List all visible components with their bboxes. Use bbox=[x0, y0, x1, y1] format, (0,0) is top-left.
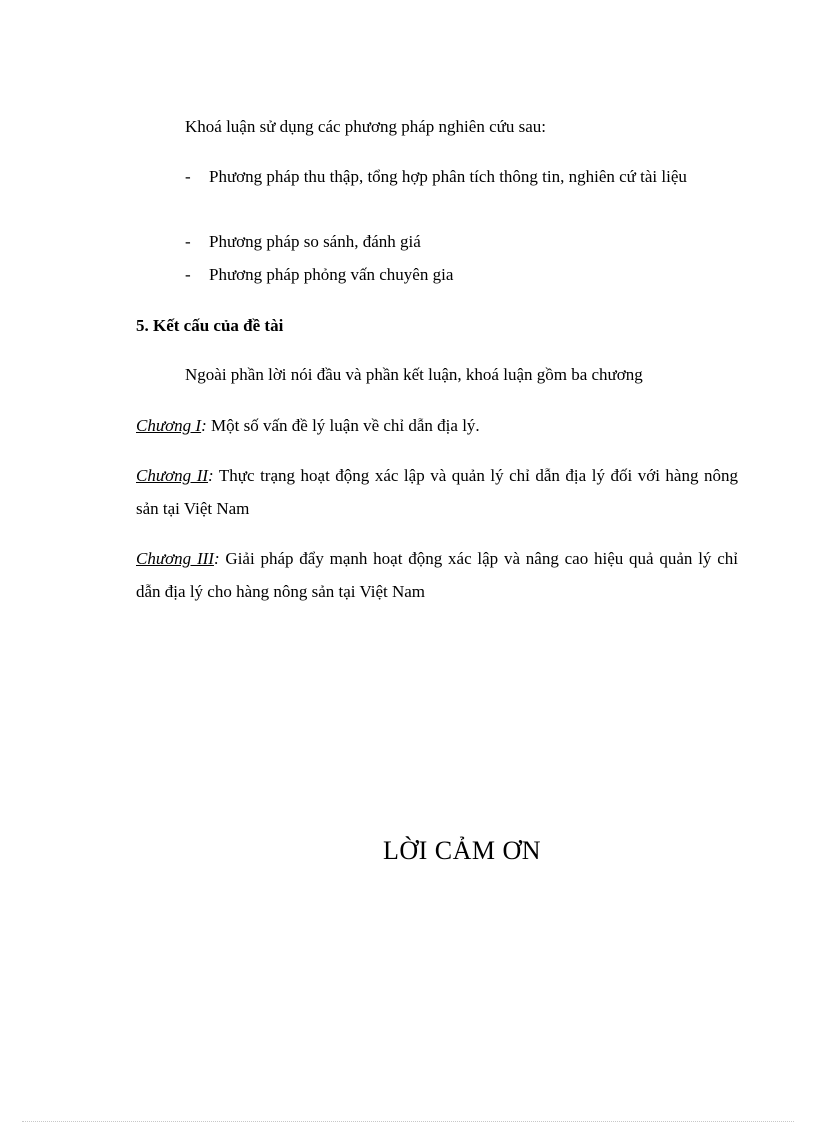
bullet-dash: - bbox=[185, 265, 191, 284]
chapter-separator: : bbox=[208, 466, 214, 485]
chapter-label: Chương III bbox=[136, 549, 214, 568]
chapter-separator: : bbox=[213, 549, 220, 568]
chapter-separator: : bbox=[201, 416, 207, 435]
bullet-dash: - bbox=[185, 167, 191, 186]
bullet-dash: - bbox=[185, 232, 191, 251]
chapter-label: Chương I bbox=[136, 416, 202, 435]
chapter-1 bbox=[136, 409, 738, 442]
thanks-title: LỜI CẢM ƠN bbox=[382, 836, 542, 865]
method-text: Phương pháp thu thập, tổng hợp phân tích thông tin, nghiên cứ tài liệu bbox=[209, 167, 687, 186]
chapter-text: Giải pháp đẩy mạnh hoạt động xác lập và nâng cao hiệu quả quản lý chỉ dẫn địa lý cho hàng nông sản tại Việt Nam bbox=[136, 549, 738, 601]
chapter-2 bbox=[136, 459, 738, 525]
chapter-3 bbox=[136, 542, 738, 608]
chapter-label: Chương II bbox=[136, 466, 209, 485]
chapter-text: Một số vấn đề lý luận về chỉ dẫn địa lý. bbox=[206, 416, 480, 435]
method-text: Phương pháp so sánh, đánh giá bbox=[209, 232, 421, 251]
structure-intro: Ngoài phần lời nói đầu và phần kết luận, khoá luận gồm ba chương bbox=[185, 365, 643, 384]
methods-intro: Khoá luận sử dụng các phương pháp nghiên cứu sau: bbox=[185, 117, 546, 136]
method-text: Phương pháp phỏng vấn chuyên gia bbox=[209, 265, 454, 284]
section-heading: 5. Kết cấu của đề tài bbox=[136, 316, 284, 335]
page-bottom-rule bbox=[22, 1121, 794, 1122]
chapter-text: Thực trạng hoạt động xác lập và quản lý chỉ dẫn địa lý đối với hàng nông sản tại Việt Nam bbox=[136, 466, 738, 518]
